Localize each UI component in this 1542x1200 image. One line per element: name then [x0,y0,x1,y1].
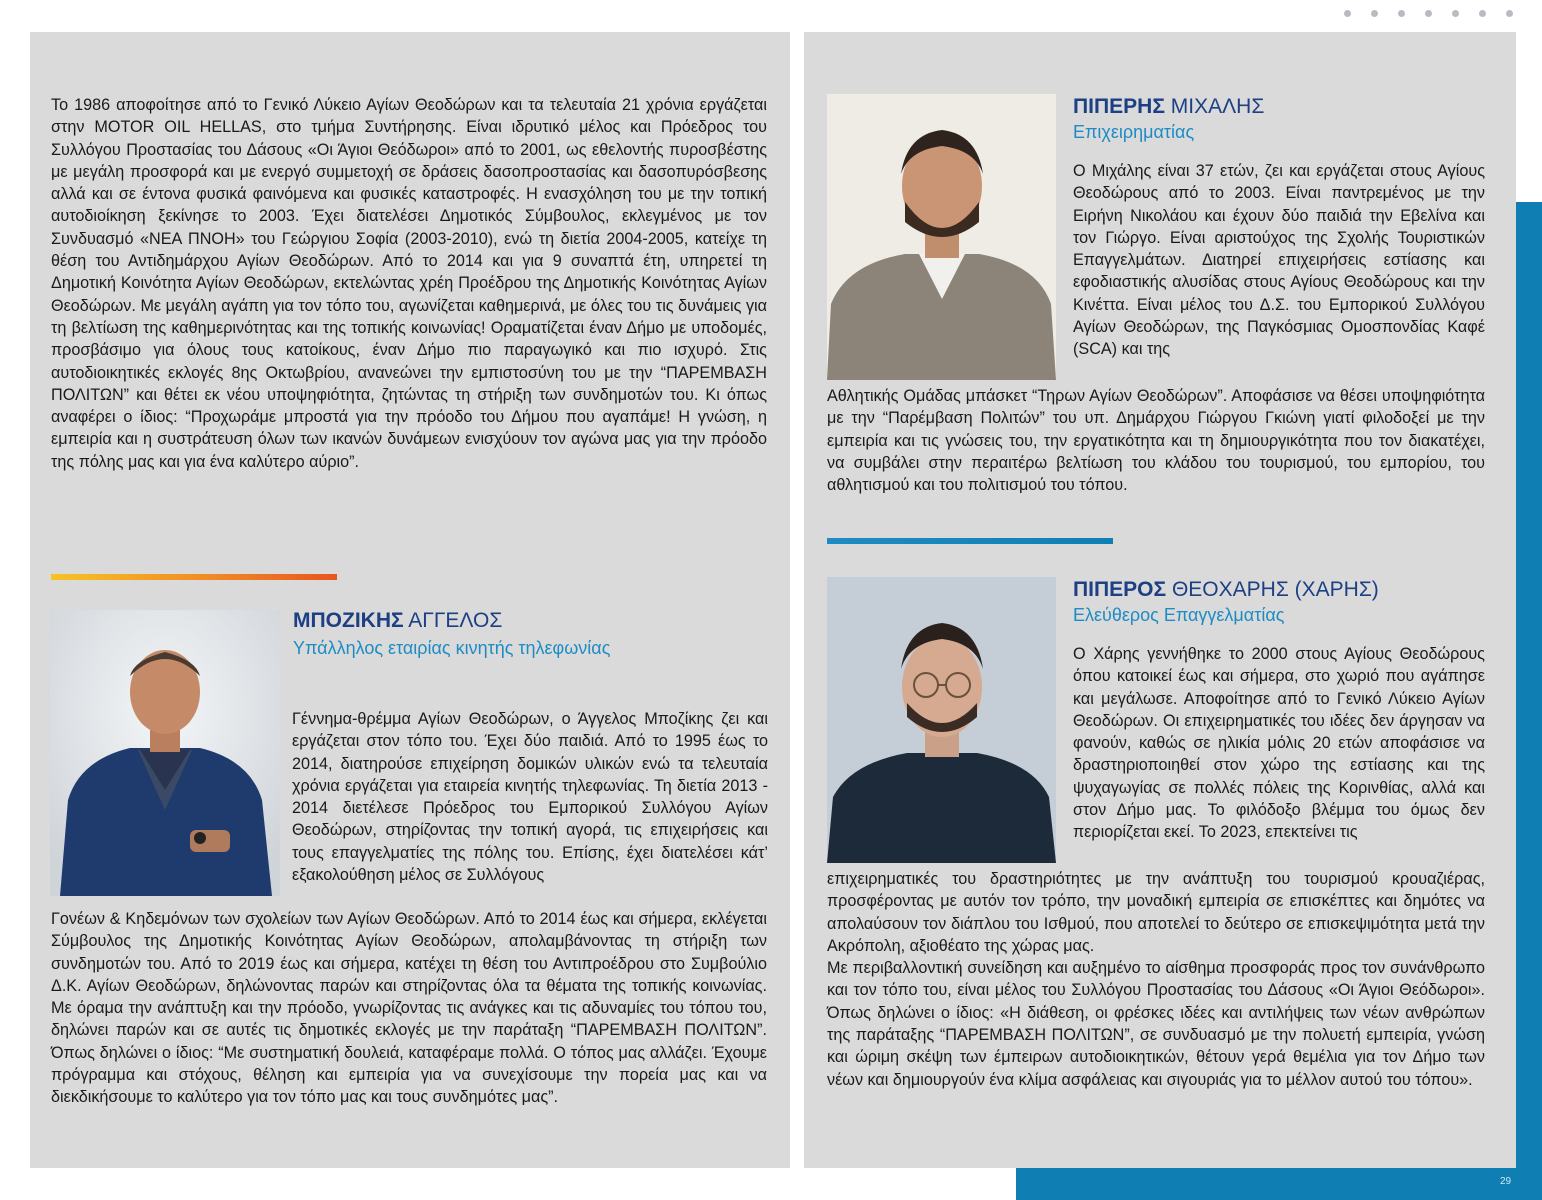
bio-piperis-full: Αθλητικής Ομάδας μπάσκετ “Τηρων Αγίων Θεοδώρων”. Αποφάσισε να θέσει υποψηφιότητα με την “Παρέμβαση Πολιτών” του υπ. Δημάρχου Γιώργου Γκιώνη γιατί φιλοδοξεί με την εμπειρία και τις γνώσεις του, την εργατικότητα και τη δημιουργικότητα που τον διακατέχει, να συμβάλει στην περαιτέρω βελτίωση του κλάδου του τουρισμού, του εμπορίου, του αθλητισμού και του πολιτισμού του τόπου. [827,387,1485,495]
candidate-role-piperis: Επιχειρηματίας [1073,122,1195,142]
decorative-dot [1452,10,1459,17]
bio-piperis-side: Ο Μιχάλης είναι 37 ετών, ζει και εργάζεται στους Αγίους Θεοδώρους από το 2003. Είναι παντρεμένος με την Ειρήνη Νικολάου και έχουν δύο παιδιά την Εβελίνα και τον Γιώργο. Είναι αριστούχος της Σχολής Τουριστικών Επαγγελμάτων. Διατηρεί επιχειρήσεις εστίασης και εφοδιαστικής αλυσίδας στους Αγίους Θεοδώρους και την Κινέττα. Είναι μέλος του Δ.Σ. του Εμπορικού Συλλόγου Αγίων Θεοδώρων, της Παγκόσμιας Ομοσπονδίας Καφέ (SCA) και της [1073,162,1485,359]
decorative-dot [1425,10,1432,17]
photo-piperos [827,577,1056,863]
candidate-name-piperis: ΠΙΠΕΡΗΣ ΜΙΧΑΛΗΣ [1073,95,1265,118]
bio-piperos-full: επιχειρηματικές του δραστηριότητες με την ανάπτυξη του τουρισμού κρουαζιέρας, προσφέροντας με αυτόν τον τρόπο, την μοναδική εμπειρία σε επισκέπτες και δημότες να απολαύσουν τον διάπλου του Ισθμού, που αποτελεί το δεύτερο σε επισκεψιμότητα μετά την Ακρόπολη, αξιοθέατο της χώρας μας. Με περιβαλλοντική συνείδηση και αυξημένο το αίσθημα προσφοράς προς τον συνάνθρωπο και τον τόπο του, είναι μέλος του Συλλόγου Προστασίας του Δάσους «Οι Άγιοι Θεόδωροι». Όπως δηλώνει ο ίδιος: «Η διάθεση, οι φρέσκες ιδέες και αντιλήψεις των νέων ανθρώπων της παράταξης “ΠΑΡΕΜΒΑΣΗ ΠΟΛΙΤΩΝ”, σε συνδυασμό με την πολυετή εμπειρία, γνώση και ώριμη σκέψη των έμπειρων αυτοδιοικητικών, θέτουν γερά θεμέλια για τον Δήμο των νέων και δημιουργούν ένα κλίμα ασφάλειας και σιγουριάς για το μέλλον αυτού του τόπου». [827,870,1485,1089]
decorative-dot [1479,10,1486,17]
candidate-name-piperos: ΠΙΠΕΡΟΣ ΘΕΟΧΑΡΗΣ (ΧΑΡΗΣ) [1073,578,1379,601]
decorative-dot [1506,10,1513,17]
photo-piperis [827,94,1056,380]
accent-bar-bottom [1016,1168,1542,1200]
section-divider-orange [51,574,337,580]
candidate-role-piperos: Ελεύθερος Επαγγελματίας [1073,605,1285,625]
photo-mpozikis [50,610,280,896]
bio-mpozikis-full: Γονέων & Κηδεμόνων των σχολείων των Αγίων Θεοδώρων. Από το 2014 έως και σήμερα, εκλέγεται Σύμβουλος της Δημοτικής Κοινότητας Αγίων Θεοδώρων, απολαμβάνοντας τη στήριξη των συνδημοτών του. Από το 2019 έως και σήμερα, κατέχει τη θέση του Αντιπροέδρου στο Συμβούλιο Δ.Κ. Αγίων Θεοδώρων, δηλώνοντας παρών και στηρίζοντας όλα τα θέματα της τοπικής κοινωνίας. Με όραμα την ανάπτυξη και την πρόοδο, γνωρίζοντας τις ανάγκες και τις αδυναμίες του τόπου του, δηλώνει παρών και σε αυτές τις δημοτικές εκλογές με την παράταξη “ΠΑΡΕΜΒΑΣΗ ΠΟΛΙΤΩΝ”. Όπως δηλώνει ο ίδιος: “Με συστηματική δουλειά, καταφέραμε πολλά. Ο τόπος μας αλλάζει. Έχουμε πρόγραμμα και στόχους, θέληση και εμπειρία για να συνεχίσουμε την πορεία μας και να διεκδικήσουμε το καλύτερο για τον τόπο μας και τους συνδημότες μας”. [51,910,767,1107]
decorative-dot [1371,10,1378,17]
page-number: 29 [1500,1176,1512,1187]
section-divider-blue [827,538,1113,544]
bio-piperos-side: Ο Χάρης γεννήθηκε το 2000 στους Αγίους Θεοδώρους όπου κατοικεί έως και σήμερα, στο χωριό που αγάπησε και μεγάλωσε. Αποφοίτησε από το Γενικό Λύκειο Αγίων Θεοδώρων. Οι επιχειρηματικές του ιδέες δεν άργησαν να φανούν, καθώς σε ηλικία μόλις 20 ετών αποφάσισε να δραστηριοποιηθεί στον χώρο της εστίασης και της ψυχαγωγίας σε πολλές πόλεις της Κορινθίας, αλλά και στον Δήμο μας. Το φιλόδοξο βλέμμα του όμως δεν περιορίζεται εκεί. Το 2023, επεκτείνει τις [1073,645,1485,842]
candidate-name-mpozikis: ΜΠΟΖΙΚΗΣ ΑΓΓΕΛΟΣ [293,609,503,632]
previous-bio-continued: Το 1986 αποφοίτησε από το Γενικό Λύκειο Αγίων Θεοδώρων και τα τελευταία 21 χρόνια εργάζεται στην MOTOR OIL HELLAS, στο τμήμα Συντήρησης. Είναι ιδρυτικό μέλος και Πρόεδρος του Συλλόγου Προστασίας του Δάσους «Οι Άγιοι Θεόδωροι» από το 2001, ως εθελοντής πυροσβέστης με μεγάλη προσφορά και με ενεργό συμμετοχή σε δράσεις δασοπροστασίας και δασοπυρόσβεσης αλλά και σε έντονα φυσικά φαινόμενα και φυσικές καταστροφές. Η ενασχόληση του με την τοπική αυτοδιοίκηση ξεκίνησε το 2003. Έχει διατελέσει Δημοτικός Σύμβουλος, εκλεγμένος με τον Συνδυασμό «ΝΕΑ ΠΝΟΗ» του Γεώργιου Σοφία (2003-2010), ενώ τη διετία 2004-2005, κατείχε τη θέση του Αντιδημάρχου Αγίων Θεοδώρων. Από το 2014 και για 9 συναπτά έτη, υπηρετεί τη Δημοτική Κοινότητα Αγίων Θεοδώρων, εκτελώντας χρέη Προέδρου της Δημοτικής Κοινότητας Αγίων Θεοδώρων. Με μεγάλη αγάπη για τον τόπο του, αγωνίζεται καθημερινά, με όλες του τις δυνάμεις για τη βελτίωση της καθημερινότητας και της τοπικής κοινωνίας! Οραματίζεται έναν Δήμο με υποδομές, προσβάσιμο για όλους τους κατοίκους, έναν Δήμο πιο παραγωγικό και πιο ισχυρό. Στις αυτοδιοικητικές εκλογές 8ης Οκτωβρίου, ανανεώνει την εμπιστοσύνη του με την “ΠΑΡΕΜΒΑΣΗ ΠΟΛΙΤΩΝ” και θέτει εκ νέου υποψηφιότητα, ζητώντας τη στήριξη των συνδημοτών του. Κι όπως αναφέρει ο ίδιος: “Προχωράμε μπροστά για την πρόοδο του Δήμου που αγαπάμε! Η γνώση, η εμπειρία και η συστράτευση όλων των ικανών δυνάμεων ενισχύουν τον αγώνα μας για την πρόοδο της πόλης μας και για ένα καλύτερο αύριο”. [51,96,767,471]
bio-mpozikis-side: Γέννημα-θρέμμα Αγίων Θεοδώρων, ο Άγγελος Μποζίκης ζει και εργάζεται στον τόπο του. Έχει δύο παιδιά. Από το 1995 έως το 2014, διατηρούσε επιχείρηση δομικών υλικών ενώ τα τελευταία χρόνια εργάζεται για εταιρεία κινητής τηλεφωνίας. Τη διετία 2013 - 2014 διετέλεσε Πρόεδρος του Εμπορικού Συλλόγου Αγίων Θεοδώρων, στηρίζοντας την τοπική αγορά, τις επιχειρήσεις και τους επαγγελματίες της πόλης του. Επίσης, έχει διατελέσει κάτ’ εξακολούθηση μέλος σε Συλλόγους [292,710,768,885]
decorative-dot [1344,10,1351,17]
decorative-dot [1398,10,1405,17]
candidate-role-mpozikis: Υπάλληλος εταιρίας κινητής τηλεφωνίας [293,638,611,658]
